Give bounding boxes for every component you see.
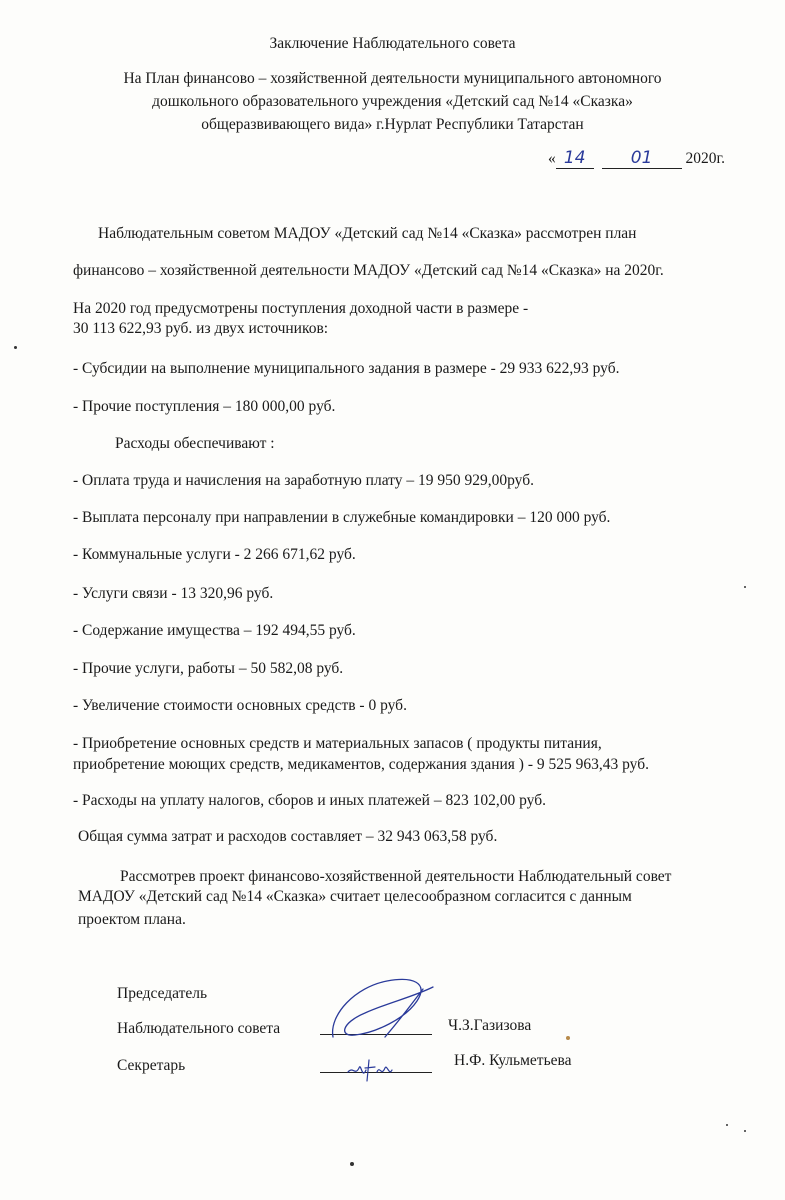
expense-item: - Увеличение стоимости основных средств - 0 руб.	[73, 697, 407, 714]
document-date	[548, 148, 725, 169]
date-year: 2020г.	[685, 150, 725, 167]
expense-item: - Услуги связи - 13 320,96 руб.	[73, 585, 274, 602]
expense-item: - Оплата труда и начисления на заработную плату – 19 950 929,00руб.	[73, 472, 534, 489]
intro-line-2: финансово – хозяйственной деятельности МАДОУ «Детский сад №14 «Сказка» на 2020г.	[73, 262, 664, 279]
secretary-name: Н.Ф. Кульметьева	[454, 1052, 572, 1069]
expense-item: - Содержание имущества – 192 494,55 руб.	[73, 622, 356, 639]
scan-speck	[744, 586, 746, 588]
date-day: 14	[556, 148, 594, 169]
date-open-quote: «	[548, 150, 556, 167]
subject-line-1: На План финансово – хозяйственной деятельности муниципального автономного	[123, 70, 662, 87]
scan-speck	[744, 1130, 746, 1132]
document-title: Заключение Наблюдательного совета	[269, 35, 516, 52]
scan-speck	[726, 1124, 728, 1126]
subject-line-2: дошкольного образовательного учреждения «Детский сад №14 «Сказка»	[152, 93, 633, 110]
other-income-line: - Прочие поступления – 180 000,00 руб.	[73, 398, 336, 415]
chair-name: Ч.З.Газизова	[448, 1017, 532, 1034]
expense-item: - Расходы на уплату налогов, сборов и иных платежей – 823 102,00 руб.	[73, 792, 546, 809]
chair-signature-icon	[325, 975, 450, 1050]
conclusion-line-1: Рассмотрев проект финансово-хозяйственной деятельности Наблюдательный совет	[120, 868, 672, 885]
subsidy-line: - Субсидии на выполнение муниципального задания в размере - 29 933 622,93 руб.	[73, 360, 620, 377]
total-line: Общая сумма затрат и расходов составляет – 32 943 063,58 руб.	[78, 828, 498, 845]
conclusion-line-2: МАДОУ «Детский сад №14 «Сказка» считает целесообразном согласится с данным	[78, 888, 632, 905]
subject-line-3: общеразвивающего вида» г.Нурлат Республики Татарстан	[201, 116, 584, 133]
chair-label-2: Наблюдательного совета	[117, 1020, 281, 1037]
date-month: 01	[602, 148, 682, 169]
secretary-label: Секретарь	[117, 1057, 186, 1074]
income-line-1: На 2020 год предусмотрены поступления доходной части в размере -	[73, 300, 529, 317]
expense-item: - Коммунальные услуги - 2 266 671,62 руб.	[73, 546, 356, 563]
income-line-2: 30 113 622,93 руб. из двух источников:	[73, 320, 329, 337]
secretary-signature-icon	[345, 1050, 395, 1084]
expenses-header: Расходы обеспечивают :	[115, 435, 275, 452]
expense-item-continuation: приобретение моющих средств, медикаментов, содержания здания ) - 9 525 963,43 руб.	[73, 756, 649, 773]
scan-speck	[14, 346, 17, 349]
intro-line-1: Наблюдательным советом МАДОУ «Детский сад №14 «Сказка» рассмотрен план	[98, 225, 637, 242]
chair-label-1: Председатель	[117, 985, 208, 1002]
scan-speck	[566, 1036, 570, 1040]
expense-item: - Выплата персоналу при направлении в служебные командировки – 120 000 руб.	[73, 509, 611, 526]
conclusion-line-3: проектом плана.	[78, 911, 186, 928]
scan-speck	[350, 1162, 354, 1166]
expense-item: - Прочие услуги, работы – 50 582,08 руб.	[73, 660, 344, 677]
expense-item: - Приобретение основных средств и материальных запасов ( продукты питания,	[73, 735, 602, 752]
